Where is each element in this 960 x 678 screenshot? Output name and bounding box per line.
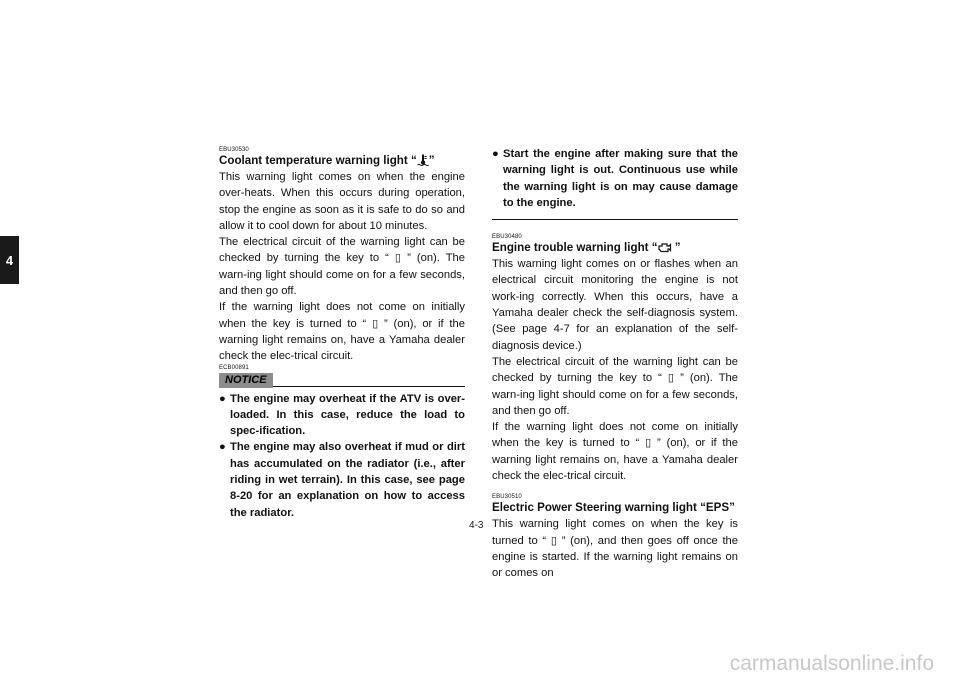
- coolant-paragraph-3: If the warning light does not come on initially when the key is turned to “ ▯ ” (on), or if the warning light remains on, have a Yamaha dealer check the elec-trical circuit.: [219, 301, 465, 363]
- bullet-icon: ●: [492, 148, 499, 160]
- section-code: EBU30510: [492, 494, 522, 501]
- key-on-icon: ▯: [645, 437, 652, 450]
- notice-end-rule: [492, 219, 738, 220]
- chapter-tab-number: 4: [5, 252, 14, 268]
- eps-warning-heading: Electric Power Steering warning light “EPS”: [492, 501, 735, 515]
- coolant-paragraph-2: The electrical circuit of the warning light can be checked by turning the key to “ ▯ ” (on). The warn-ing light should come on for a few seconds, and then go off.: [219, 236, 465, 298]
- engine-trouble-paragraph-3: If the warning light does not come on initially when the key is turned to “ ▯ ” (on), or if the warning light remains on, have a Yamaha dealer check the elec-trical circuit.: [492, 421, 738, 483]
- section-code: EBU30480: [492, 234, 522, 241]
- key-on-icon: ▯: [667, 372, 675, 385]
- key-on-icon: ▯: [372, 317, 379, 330]
- notice-header: [219, 372, 465, 388]
- right-column: [492, 146, 738, 582]
- key-on-icon: ▯: [394, 252, 402, 265]
- engine-icon: [658, 241, 672, 254]
- notice-divider: [273, 386, 465, 387]
- page-number: 4-3: [469, 520, 484, 531]
- section-gap: [492, 484, 738, 494]
- section-code: EBU30530: [219, 147, 249, 153]
- coolant-warning-heading: Coolant temperature warning light “ ”: [219, 154, 435, 167]
- list-item: ● The engine may overheat if the ATV is over-loaded. In this case, reduce the load to spec-ification.: [219, 392, 465, 438]
- notice-badge: NOTICE: [219, 373, 273, 388]
- coolant-temperature-icon: [417, 154, 429, 167]
- engine-trouble-paragraph-1: This warning light comes on or flashes when an electrical circuit monitoring the engine is not work-ing correctly. When this occurs, have a Yamaha dealer check the self-diagnosis system. (See page 4-7 for an explanation of the self-diagnosis device.): [492, 258, 738, 352]
- notice-code: ECB00891: [219, 364, 249, 371]
- chapter-tab: [0, 236, 19, 284]
- key-on-icon: ▯: [550, 534, 558, 547]
- left-column: [219, 147, 465, 521]
- notice-bullet-list-continued: [492, 146, 738, 211]
- list-item: ● The engine may also overheat if mud or dirt has accumulated on the radiator (i.e., after riding in wet terrain). In this case, see page 8-20 for an explanation on how to access the radiator.: [219, 441, 465, 519]
- watermark: carmanualsonline.info: [729, 652, 934, 675]
- bullet-icon: ●: [219, 441, 226, 454]
- bullet-icon: ●: [219, 392, 226, 405]
- list-item: ● Start the engine after making sure that the warning light is out. Continuous use while the warning light is on may cause damage to the engine.: [492, 148, 738, 209]
- coolant-paragraph-1: This warning light comes on when the engine over-heats. When this occurs during operation, stop the engine as soon as it is safe to do so and allow it to cool down for about 10 minutes.: [219, 171, 465, 232]
- notice-bullet-list: [219, 391, 465, 521]
- engine-trouble-heading: Engine trouble warning light “ ”: [492, 241, 681, 255]
- engine-trouble-paragraph-2: The electrical circuit of the warning light can be checked by turning the key to “ ▯ ” (on). The warn-ing light should come on for a few seconds, and then go off.: [492, 355, 738, 417]
- eps-paragraph-1: This warning light comes on when the key is turned to “ ▯ ” (on), and then goes off once the engine is started. If the warning light remains on or comes on: [492, 518, 738, 580]
